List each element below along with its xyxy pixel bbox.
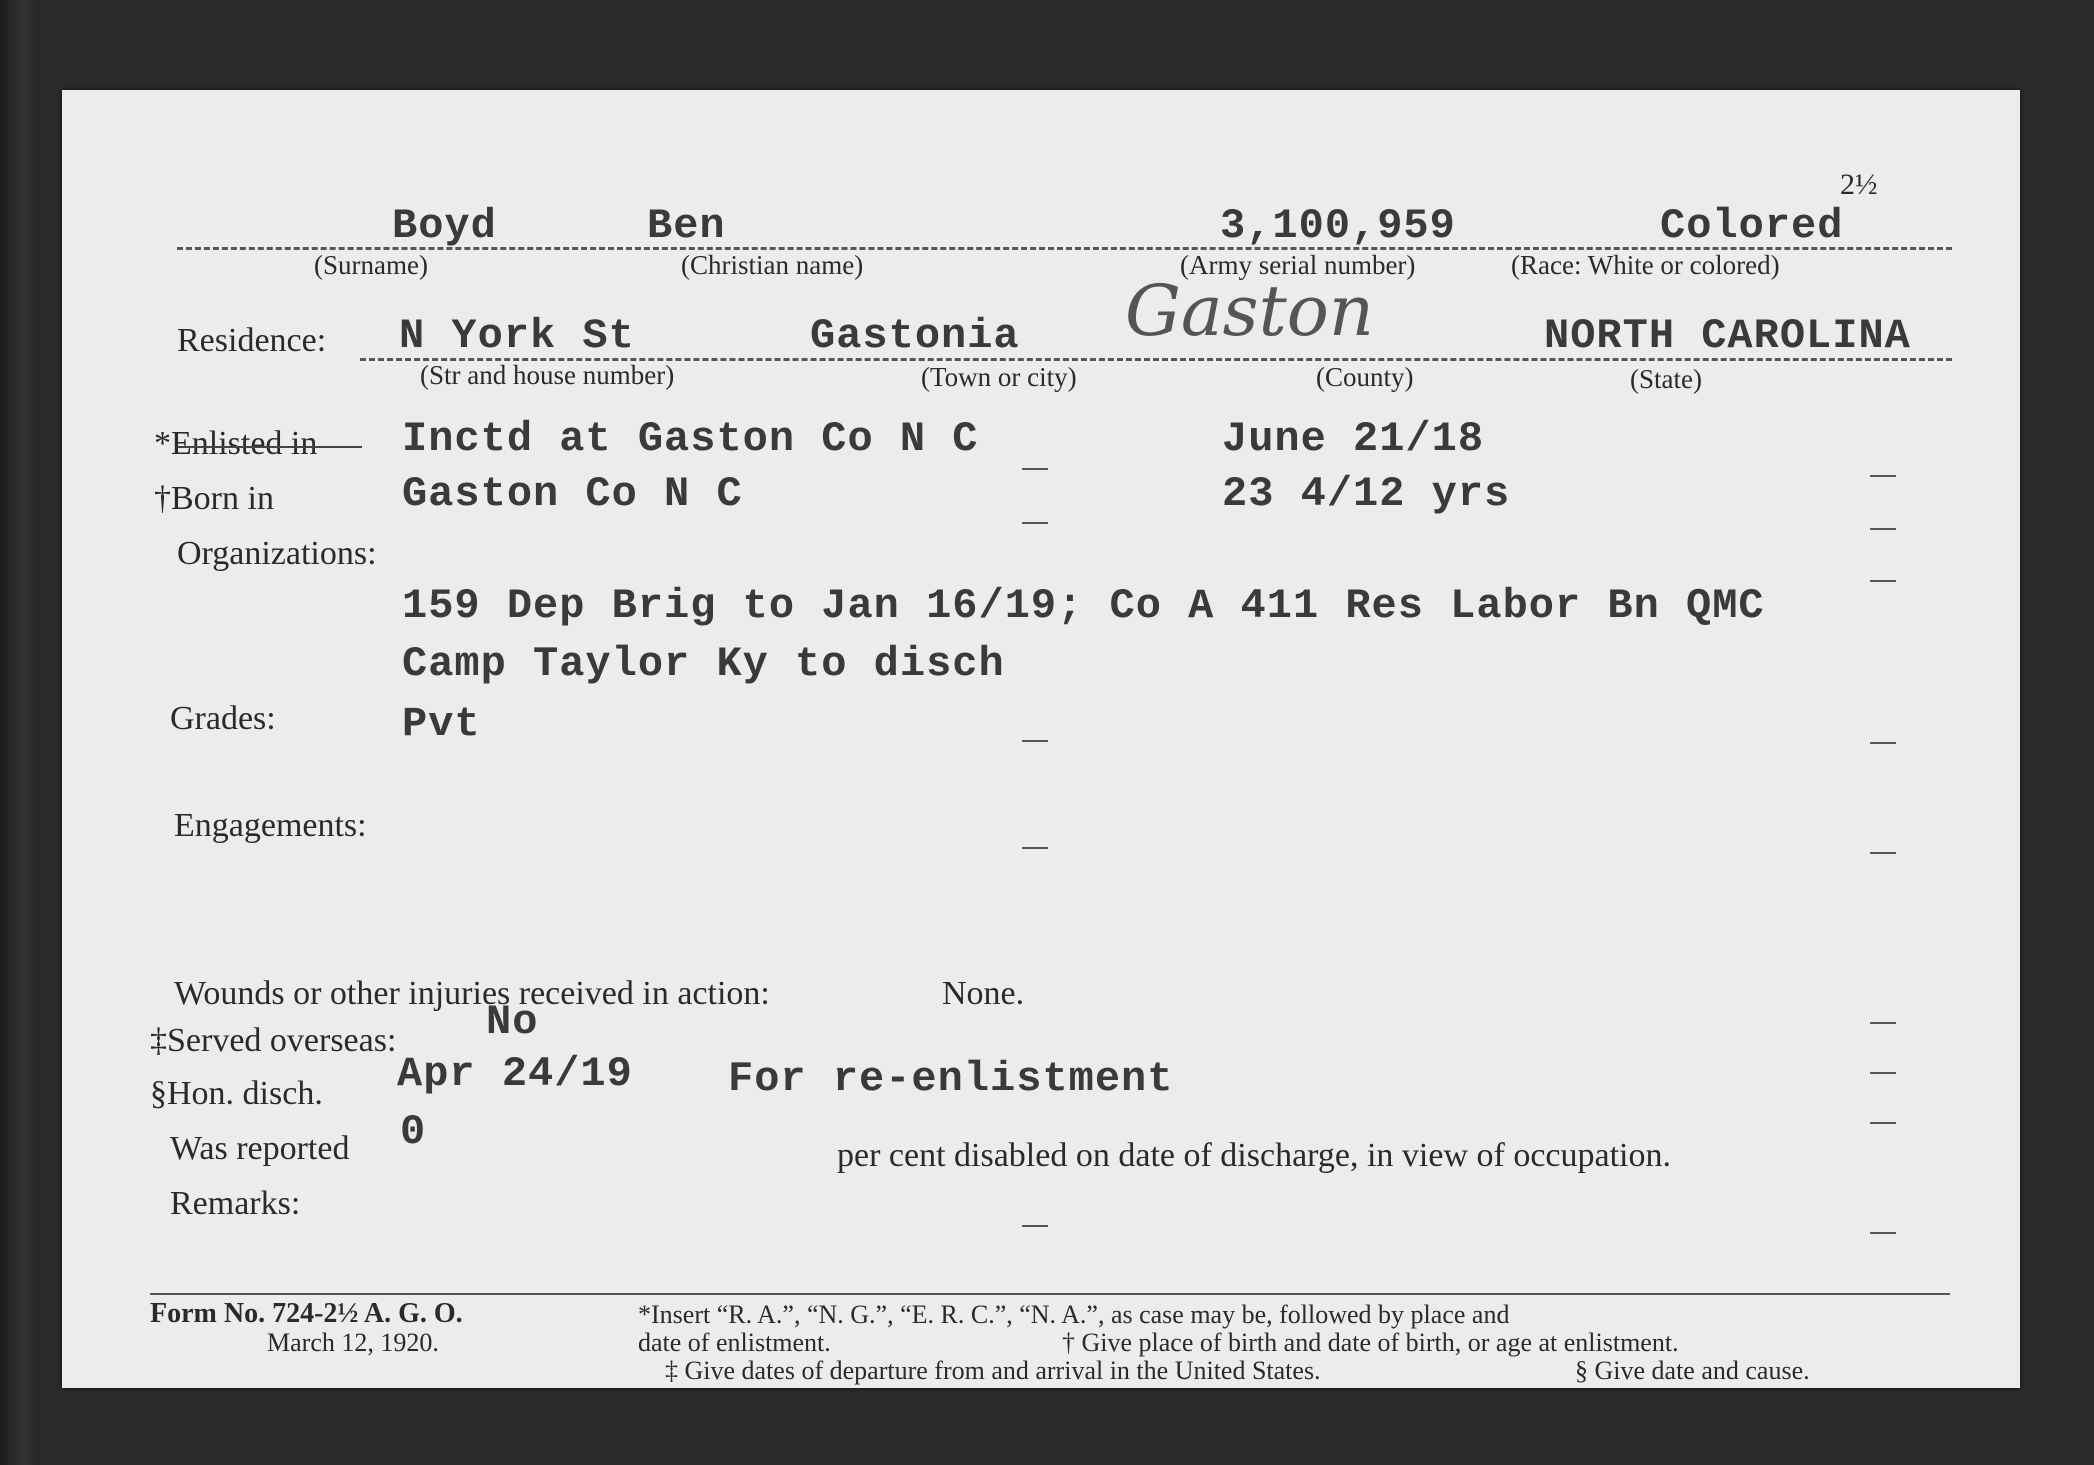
wounds-label: Wounds or other injuries received in action: bbox=[174, 975, 770, 1012]
remarks-label: Remarks: bbox=[170, 1185, 301, 1222]
field-dash bbox=[1870, 1122, 1896, 1124]
card-number: 2½ bbox=[1840, 168, 1878, 201]
caption-race: (Race: White or colored) bbox=[1511, 250, 1780, 280]
field-dash bbox=[1870, 1232, 1896, 1234]
enlisted-place: Inctd at Gaston Co N C bbox=[402, 415, 979, 463]
field-dash bbox=[1870, 528, 1896, 530]
enlisted-label: *Enlisted in bbox=[154, 425, 318, 462]
caption-county: (County) bbox=[1316, 362, 1414, 392]
born-place: Gaston Co N C bbox=[402, 470, 743, 518]
born-age: 23 4/12 yrs bbox=[1222, 470, 1511, 518]
footnote-insert-cont: date of enlistment. bbox=[638, 1328, 831, 1357]
organizations-label: Organizations: bbox=[177, 535, 377, 572]
discharge-label: §Hon. disch. bbox=[150, 1075, 323, 1112]
footnote-discharge: § Give date and cause. bbox=[1575, 1356, 1810, 1385]
surname-value: Boyd bbox=[392, 202, 497, 250]
race-value: Colored bbox=[1660, 202, 1844, 250]
overseas-label: ‡Served overseas: bbox=[150, 1022, 397, 1059]
caption-surname: (Surname) bbox=[314, 250, 428, 280]
footer-rule bbox=[150, 1293, 1950, 1295]
organizations-line1: 159 Dep Brig to Jan 16/19; Co A 411 Res Labor Bn QMC bbox=[402, 582, 1765, 630]
footnote-insert: *Insert “R. A.”, “N. G.”, “E. R. C.”, “N. A.”, as case may be, followed by place and bbox=[638, 1300, 1510, 1329]
field-dash bbox=[1022, 522, 1048, 524]
field-dash bbox=[1022, 468, 1048, 470]
caption-state: (State) bbox=[1630, 364, 1702, 394]
christian-name-value: Ben bbox=[647, 202, 726, 250]
engagements-label: Engagements: bbox=[174, 807, 367, 844]
overseas-value: No bbox=[486, 998, 539, 1046]
field-dash bbox=[1022, 847, 1048, 849]
field-dash bbox=[1870, 580, 1896, 582]
reported-value: 0 bbox=[400, 1108, 427, 1156]
form-number: Form No. 724-2½ A. G. O. bbox=[150, 1298, 463, 1329]
organizations-line2: Camp Taylor Ky to disch bbox=[402, 640, 1005, 688]
born-label: †Born in bbox=[154, 480, 274, 517]
caption-street: (Str and house number) bbox=[420, 360, 675, 390]
caption-christian-name: (Christian name) bbox=[681, 250, 864, 280]
residence-state: NORTH CAROLINA bbox=[1544, 312, 1911, 360]
field-dash bbox=[1870, 742, 1896, 744]
caption-town: (Town or city) bbox=[921, 362, 1077, 392]
enlisted-strike bbox=[177, 446, 362, 448]
reported-label: Was reported bbox=[170, 1130, 350, 1167]
caption-serial-number: (Army serial number) bbox=[1180, 250, 1416, 280]
serial-number-value: 3,100,959 bbox=[1220, 202, 1456, 250]
field-dash bbox=[1870, 475, 1896, 477]
field-dash bbox=[1022, 1225, 1048, 1227]
residence-county: Gaston bbox=[1125, 270, 1374, 352]
enlisted-date: June 21/18 bbox=[1222, 415, 1485, 463]
reported-suffix: per cent disabled on date of discharge, in view of occupation. bbox=[837, 1137, 1671, 1174]
footnote-birth: † Give place of birth and date of birth, or age at enlistment. bbox=[1062, 1328, 1679, 1357]
footnote-overseas: ‡ Give dates of departure from and arrival in the United States. bbox=[665, 1356, 1321, 1385]
field-dash bbox=[1022, 740, 1048, 742]
service-record-card bbox=[62, 90, 2020, 1388]
binder-edge bbox=[0, 0, 40, 1465]
wounds-value: None. bbox=[942, 975, 1025, 1012]
field-dash bbox=[1870, 1022, 1896, 1024]
form-date: March 12, 1920. bbox=[267, 1328, 439, 1357]
residence-town: Gastonia bbox=[810, 312, 1020, 360]
field-dash bbox=[1870, 852, 1896, 854]
residence-street: N York St bbox=[399, 312, 635, 360]
discharge-reason: For re-enlistment bbox=[728, 1055, 1174, 1103]
discharge-date: Apr 24/19 bbox=[397, 1050, 633, 1098]
field-dash bbox=[1870, 1072, 1896, 1074]
grades-label: Grades: bbox=[170, 700, 276, 737]
grades-value: Pvt bbox=[402, 700, 481, 748]
residence-label: Residence: bbox=[177, 322, 327, 359]
